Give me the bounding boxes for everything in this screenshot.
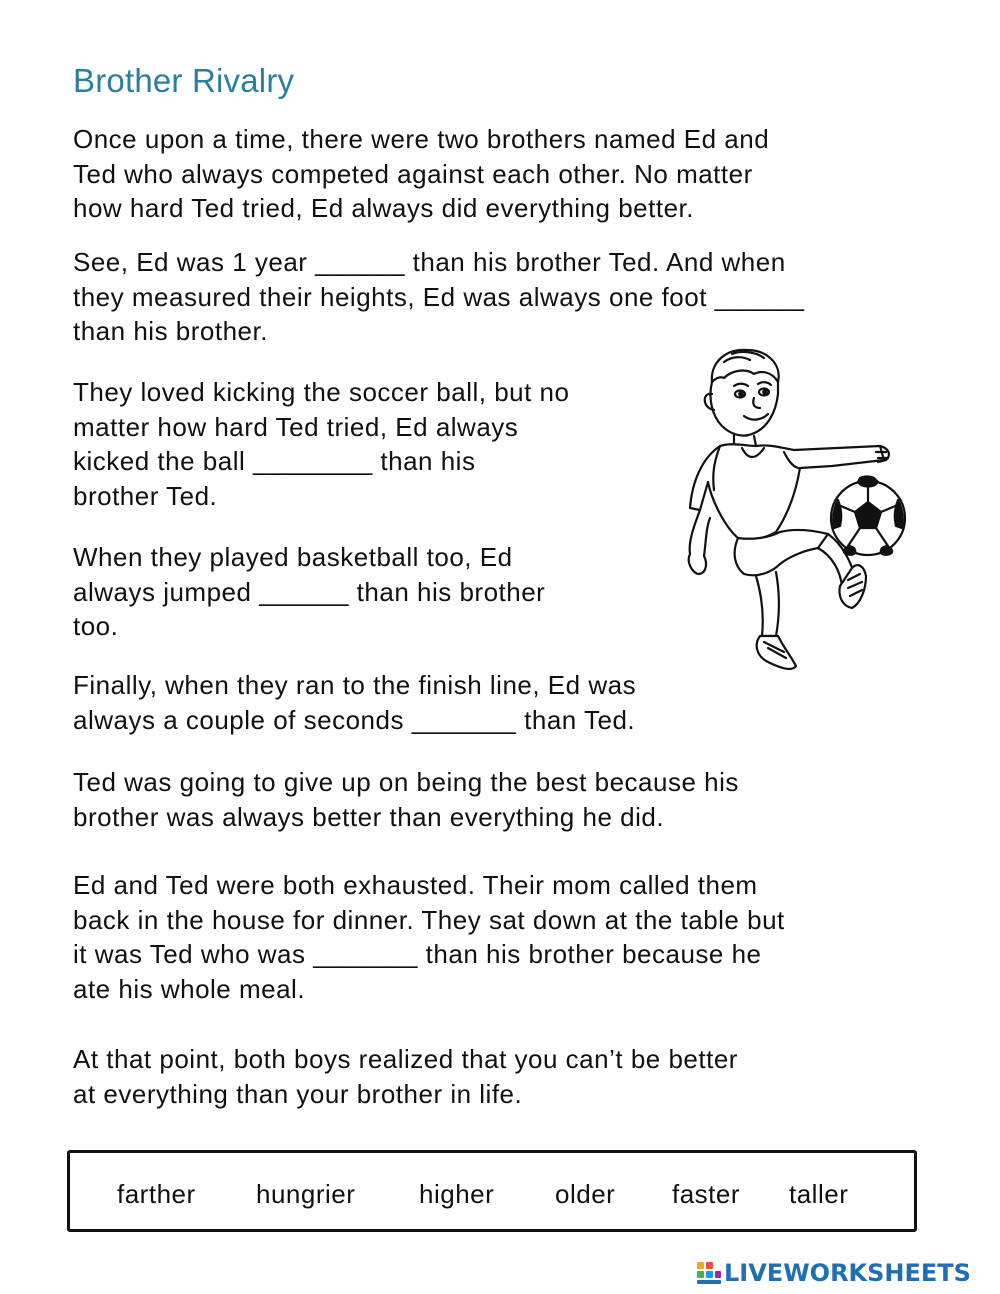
paragraph-line: Once upon a time, there were two brothers named Ed and [73, 124, 770, 154]
word-bank [67, 1150, 917, 1232]
paragraph-soccer [73, 375, 569, 513]
paragraph-line-with-blank[interactable]: always jumped ______ than his brother [73, 576, 546, 607]
paragraph-give-up [73, 765, 739, 834]
paragraph-age-height [73, 245, 804, 349]
word-bank-option[interactable]: hungrier [256, 1179, 356, 1209]
paragraph-line: ate his whole meal. [73, 973, 306, 1004]
paragraph-line: Ted who always competed against each other. No matter [73, 158, 753, 189]
paragraph-line: brother was always better than everything he did. [73, 801, 665, 832]
paragraph-running [73, 668, 636, 737]
liveworksheets-branding[interactable] [696, 1258, 971, 1288]
paragraph-line: They loved kicking the soccer ball, but no [73, 377, 570, 407]
paragraph-intro [73, 122, 769, 226]
paragraph-line: back in the house for dinner. They sat down at the table but [73, 904, 785, 935]
paragraph-line-with-blank[interactable]: kicked the ball ________ than his [73, 446, 476, 476]
paragraph-line: Ted was going to give up on being the best because his [73, 767, 739, 797]
word-bank-option[interactable]: faster [672, 1179, 741, 1209]
paragraph-basketball [73, 540, 545, 644]
brand-name: LIVEWORKSHEETS [724, 1259, 971, 1287]
paragraph-line: At that point, both boys realized that you can’t be better [73, 1044, 738, 1074]
paragraph-line: at everything than your brother in life. [73, 1078, 523, 1109]
page-title: Brother Rivalry [73, 62, 295, 99]
paragraph-line: too. [73, 611, 119, 641]
word-bank-option[interactable]: farther [117, 1179, 196, 1209]
paragraph-line-with-blank[interactable]: always a couple of seconds _______ than Ted. [73, 704, 636, 735]
paragraph-line-with-blank[interactable]: they measured their heights, Ed was always one foot ______ [73, 281, 805, 312]
paragraph-line: Ed and Ted were both exhausted. Their mom called them [73, 870, 758, 900]
word-bank-option[interactable]: taller [789, 1179, 849, 1209]
paragraph-line: than his brother. [73, 316, 268, 346]
paragraph-line: Finally, when they ran to the finish line, Ed was [73, 670, 637, 700]
paragraph-line-with-blank[interactable]: See, Ed was 1 year ______ than his brother Ted. And when [73, 247, 786, 277]
paragraph-conclusion [73, 1042, 738, 1111]
word-bank-option[interactable]: higher [419, 1179, 495, 1209]
word-bank-option[interactable]: older [555, 1179, 616, 1209]
paragraph-dinner [73, 868, 785, 1006]
paragraph-line: matter how hard Ted tried, Ed always [73, 411, 519, 442]
paragraph-line: brother Ted. [73, 480, 218, 511]
liveworksheets-logo-icon [696, 1261, 722, 1285]
boy-kicking-soccer-ball-illustration [672, 342, 912, 682]
paragraph-line: how hard Ted tried, Ed always did everything better. [73, 193, 694, 223]
paragraph-line-with-blank[interactable]: it was Ted who was _______ than his brother because he [73, 939, 762, 969]
paragraph-line: When they played basketball too, Ed [73, 542, 513, 572]
